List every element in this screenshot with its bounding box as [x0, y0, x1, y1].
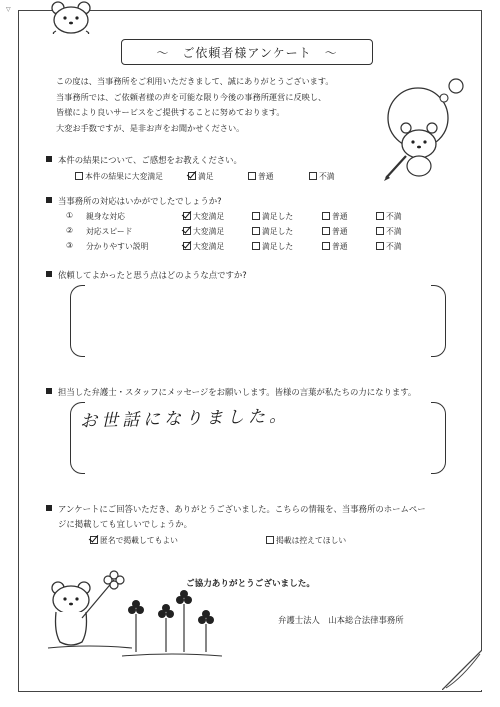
intro-line: 当事務所では、ご依頼者様の声を可能な限り今後の事務所運営に反映し、 [56, 91, 327, 102]
question-2-row [66, 241, 416, 253]
option-label: 普通 [332, 212, 348, 221]
option-label: 不満 [319, 172, 335, 181]
row-number: ② [66, 226, 73, 235]
checkbox-checked[interactable] [188, 172, 196, 180]
checkbox[interactable] [248, 172, 256, 180]
checkbox[interactable] [266, 536, 274, 544]
page-curl-corner [442, 650, 482, 690]
checkbox[interactable] [252, 212, 260, 220]
option-normal[interactable] [322, 211, 348, 222]
checkbox[interactable] [252, 227, 260, 235]
checkbox[interactable] [376, 212, 384, 220]
option-dissatisfied[interactable] [376, 211, 402, 222]
option-label: 不満 [386, 227, 402, 236]
checkbox[interactable] [322, 242, 330, 250]
option-label: 大変満足 [193, 242, 225, 251]
option-satisfied[interactable] [252, 241, 293, 252]
option-anonymous-ok[interactable] [90, 535, 178, 546]
option-label: 満足した [262, 212, 294, 221]
clover-flowers-illustration [122, 590, 222, 660]
question-5-text-line1: アンケートにご回答いただき、ありがとうございました。こちらの情報を、当事務所のホームペー [58, 504, 426, 514]
option-label: 不満 [386, 212, 402, 221]
option-normal[interactable] [248, 171, 274, 182]
bracket-right [431, 402, 446, 474]
intro-line: 皆様により良いサービスをご提供することに努めております。 [56, 107, 285, 117]
option-label: 満足した [262, 242, 294, 251]
row-number: ③ [66, 241, 73, 250]
checkbox[interactable] [252, 242, 260, 250]
option-label: 掲載は控えてほしい [276, 536, 347, 545]
checkbox[interactable] [75, 172, 83, 180]
checkbox-checked[interactable] [183, 212, 191, 220]
question-1-text: 本件の結果について、ご感想をお教えください。 [58, 155, 242, 165]
question-4 [46, 386, 416, 398]
question-5-options [90, 535, 410, 547]
intro-text [56, 74, 376, 136]
intro-line: 大変お手数ですが、是非お声をお聞かせください。 [56, 122, 245, 133]
option-dissatisfied[interactable] [376, 241, 402, 252]
bracket-right [431, 285, 446, 357]
bullet-square-icon [46, 156, 52, 162]
bullet-square-icon [46, 197, 52, 203]
checkbox[interactable] [322, 212, 330, 220]
question-2-text: 当事務所の対応はいかがでしたでしょうか? [58, 196, 222, 206]
option-label: 普通 [258, 172, 274, 181]
question-2 [46, 195, 222, 207]
thanks-message: ご協力ありがとうございました。 [186, 579, 315, 589]
option-label: 本件の結果に大変満足 [85, 172, 163, 181]
option-very-satisfied[interactable] [183, 226, 224, 237]
intro-line: この度は、当事務所をご利用いただきまして、誠にありがとうございます。 [56, 76, 334, 86]
checkbox[interactable] [376, 242, 384, 250]
bullet-square-icon [46, 271, 52, 277]
option-satisfied[interactable] [188, 171, 214, 182]
checkbox[interactable] [322, 227, 330, 235]
option-satisfied[interactable] [252, 226, 293, 237]
checkbox[interactable] [376, 227, 384, 235]
bear-flower-illustration [44, 566, 134, 652]
option-label: 不満 [386, 242, 402, 251]
option-normal[interactable] [322, 241, 348, 252]
option-dissatisfied[interactable] [309, 171, 335, 182]
question-2-row [66, 211, 416, 223]
row-label: 分かりやすい説明 [86, 242, 149, 251]
bear-peek-illustration [46, 0, 96, 34]
option-label: 普通 [332, 227, 348, 236]
question-3-text: 依頼してよかったと思う点はどのような点ですか? [58, 270, 247, 280]
row-label: 対応スピード [86, 227, 133, 236]
option-normal[interactable] [322, 226, 348, 237]
option-decline[interactable] [266, 535, 346, 546]
option-very-satisfied[interactable] [183, 211, 224, 222]
option-label: 大変満足 [193, 227, 225, 236]
question-1-options [75, 171, 375, 183]
firm-name: 弁護士法人 山本総合法律事務所 [278, 615, 404, 625]
handwritten-answer: お世話になりました。 [79, 406, 291, 432]
option-label: 匿名で掲載してもよい [100, 536, 178, 545]
page-title: ～ ご依頼者様アンケート ～ [121, 39, 373, 65]
checkbox[interactable] [309, 172, 317, 180]
checkbox-checked[interactable] [90, 536, 98, 544]
option-label: 普通 [332, 242, 348, 251]
question-1 [46, 154, 242, 166]
corner-mark: ▽ [6, 6, 11, 13]
option-dissatisfied[interactable] [376, 226, 402, 237]
bracket-left [70, 285, 85, 357]
option-very-satisfied[interactable] [75, 171, 163, 182]
row-label: 親身な対応 [86, 212, 125, 221]
option-satisfied[interactable] [252, 211, 293, 222]
question-4-text: 担当した弁護士・スタッフにメッセージをお願いします。皆様の言葉が私たちの力になります。 [58, 387, 417, 397]
bullet-square-icon [46, 505, 52, 511]
question-2-row [66, 226, 416, 238]
question-3 [46, 269, 247, 281]
question-5-line2 [58, 518, 192, 530]
option-label: 満足 [198, 172, 214, 181]
bear-moon-illustration [378, 78, 478, 188]
question-5 [46, 503, 426, 515]
question-5-text-line2: ジに掲載しても宜しいでしょうか。 [58, 519, 192, 529]
option-label: 満足した [262, 227, 294, 236]
answer-area-q3[interactable] [70, 285, 446, 357]
option-very-satisfied[interactable] [183, 241, 224, 252]
checkbox-checked[interactable] [183, 227, 191, 235]
row-number: ① [66, 211, 73, 220]
bullet-square-icon [46, 388, 52, 394]
option-label: 大変満足 [193, 212, 225, 221]
checkbox-checked[interactable] [183, 242, 191, 250]
